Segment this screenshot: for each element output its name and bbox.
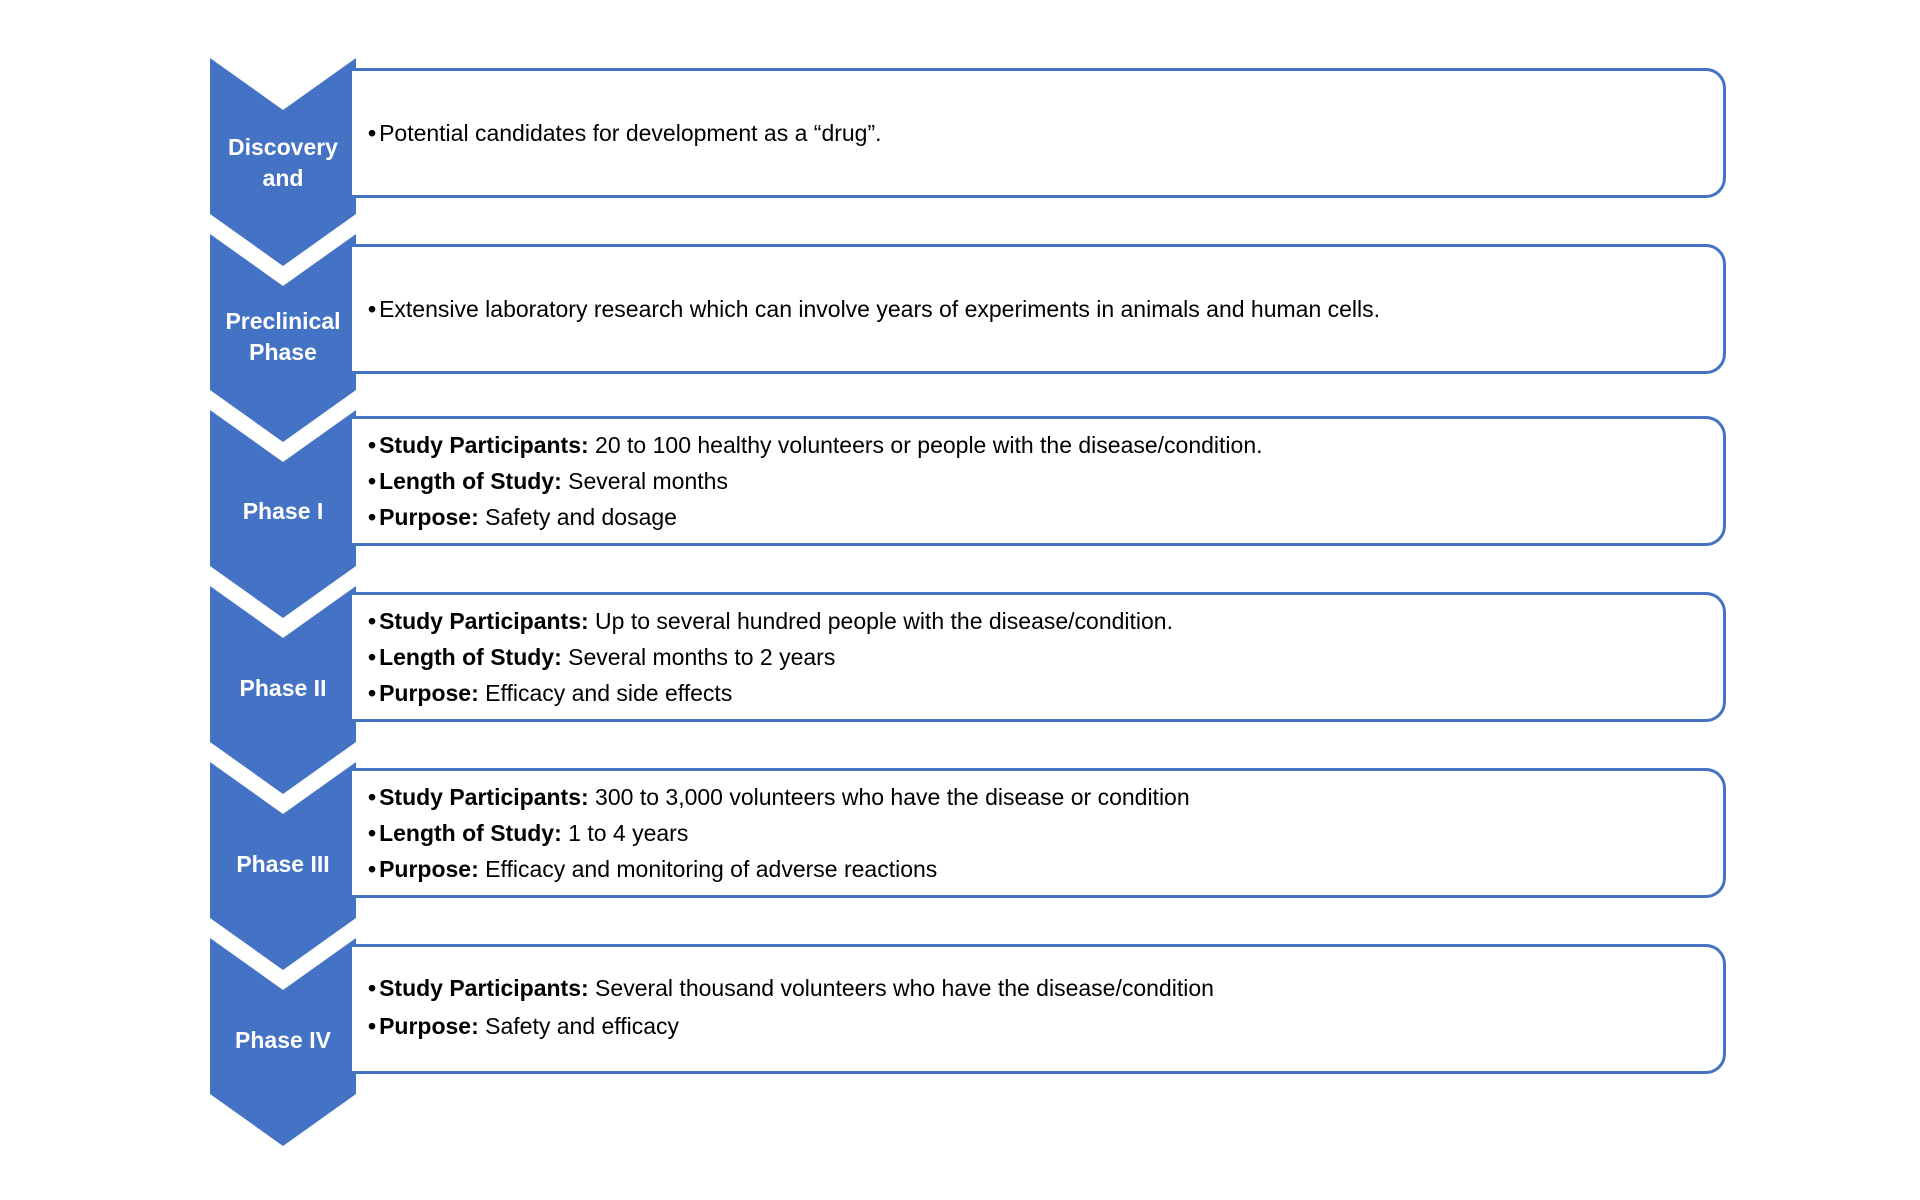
- item-key: Purpose:: [379, 504, 479, 530]
- phase-label: [210, 132, 356, 194]
- item-text: Several months: [561, 468, 728, 494]
- item-text: Several months to 2 years: [561, 644, 836, 670]
- phase-detail-list: [368, 603, 1703, 711]
- phase-detail-box: [352, 416, 1726, 546]
- phase-detail-list: [368, 779, 1703, 887]
- bullet: •: [368, 432, 377, 458]
- phase-detail-box: [352, 244, 1726, 374]
- phase-chevron: [210, 938, 356, 1146]
- phase-label-line: Phase: [249, 339, 317, 365]
- bullet: •: [368, 975, 377, 1001]
- bullet: •: [368, 120, 377, 146]
- phase-label: [210, 849, 356, 880]
- phase-label-line: Phase I: [242, 498, 324, 524]
- phase-label: [210, 306, 356, 368]
- item-text: Several thousand volunteers who have the disease/condition: [588, 975, 1214, 1001]
- phase-detail-item: [368, 815, 1703, 851]
- bullet: •: [368, 296, 377, 322]
- item-text: Efficacy and side effects: [478, 680, 733, 706]
- phase-label-line: Discovery: [228, 134, 338, 160]
- phase-detail-list: [368, 969, 1703, 1045]
- item-key: Purpose:: [379, 856, 479, 882]
- phase-detail-item: [368, 639, 1703, 675]
- item-text: 300 to 3,000 volunteers who have the disease or condition: [588, 784, 1190, 810]
- phase-detail-item: [368, 499, 1703, 535]
- bullet: •: [368, 820, 377, 846]
- bullet: •: [368, 504, 377, 530]
- item-key: Length of Study:: [379, 820, 562, 846]
- item-key: Purpose:: [379, 680, 479, 706]
- phase-detail-item: [368, 427, 1703, 463]
- phase-label: [210, 673, 356, 704]
- phase-label: [210, 496, 356, 527]
- phase-detail-box: [352, 944, 1726, 1074]
- phase-detail-item: [368, 851, 1703, 887]
- phase-label-line: and: [262, 165, 304, 191]
- phase-detail-list: [368, 115, 1703, 151]
- phase-label-line: Phase IV: [235, 1027, 331, 1053]
- phase-detail-box: [352, 768, 1726, 898]
- bullet: •: [368, 680, 377, 706]
- phase-label-line: Preclinical: [225, 308, 341, 334]
- phase-detail-item: [368, 463, 1703, 499]
- item-key: Study Participants:: [379, 608, 589, 634]
- item-text: Safety and efficacy: [478, 1013, 680, 1039]
- phase-detail-box: [352, 68, 1726, 198]
- phase-detail-list: [368, 427, 1703, 535]
- bullet: •: [368, 468, 377, 494]
- phase-label: [210, 1025, 356, 1056]
- item-text: 20 to 100 healthy volunteers or people with the disease/condition.: [588, 432, 1263, 458]
- bullet: •: [368, 644, 377, 670]
- bullet: •: [368, 608, 377, 634]
- item-key: Study Participants:: [379, 432, 589, 458]
- phase-label-line: Phase II: [239, 675, 327, 701]
- phase-detail-box: [352, 592, 1726, 722]
- phase-detail-item: [368, 969, 1703, 1007]
- item-text: Up to several hundred people with the disease/condition.: [588, 608, 1173, 634]
- phase-detail-item: [368, 115, 1703, 151]
- item-key: Study Participants:: [379, 975, 589, 1001]
- phase-detail-item: [368, 291, 1703, 327]
- phase-detail-item: [368, 603, 1703, 639]
- item-text: Safety and dosage: [478, 504, 677, 530]
- phase-detail-item: [368, 675, 1703, 711]
- item-key: Length of Study:: [379, 644, 562, 670]
- phase-label-line: Phase III: [236, 851, 330, 877]
- item-key: Length of Study:: [379, 468, 562, 494]
- item-text: Extensive laboratory research which can involve years of experiments in animals and human cells.: [379, 296, 1381, 322]
- item-text: 1 to 4 years: [561, 820, 689, 846]
- phase-detail-item: [368, 779, 1703, 815]
- item-key: Study Participants:: [379, 784, 589, 810]
- bullet: •: [368, 1013, 377, 1039]
- phase-detail-item: [368, 1007, 1703, 1045]
- phase-detail-list: [368, 291, 1703, 327]
- item-text: Efficacy and monitoring of adverse reactions: [478, 856, 938, 882]
- item-key: Purpose:: [379, 1013, 479, 1039]
- bullet: •: [368, 856, 377, 882]
- item-text: Potential candidates for development as a “drug”.: [379, 120, 882, 146]
- bullet: •: [368, 784, 377, 810]
